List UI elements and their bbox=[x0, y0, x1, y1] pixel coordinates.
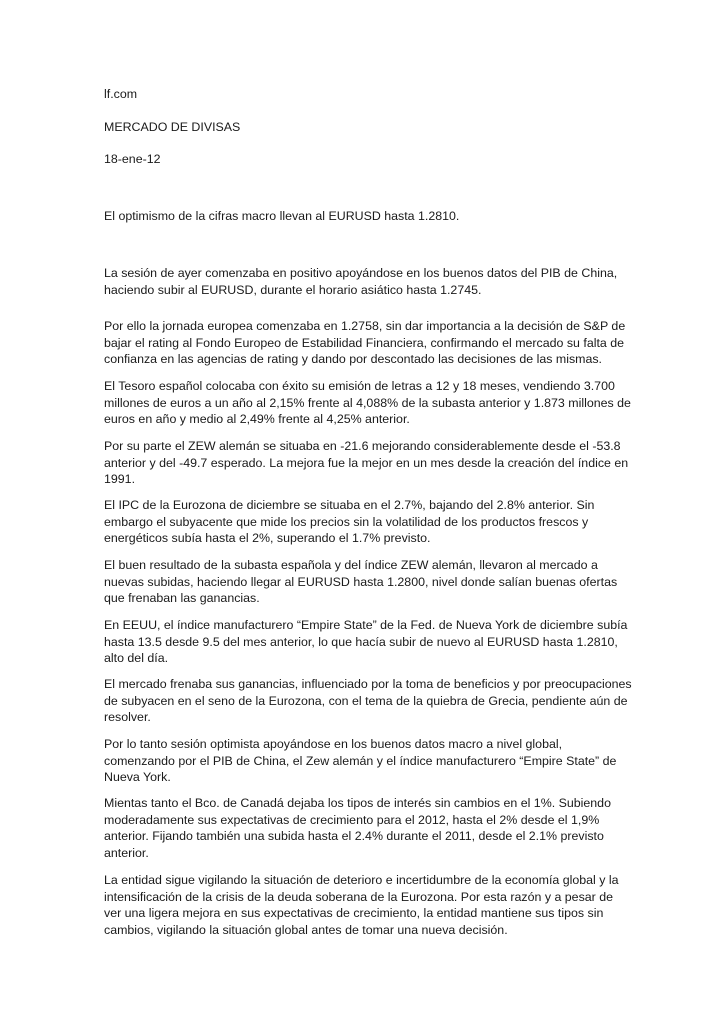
source-label: lf.com bbox=[104, 87, 138, 101]
paragraph: La sesión de ayer comenzaba en positivo apoyándose en los buenos datos del PIB de China, haciendo subir al EURUSD, durante el horario asiático hasta 1.2745. bbox=[104, 266, 618, 297]
document-date: 18-ene-12 bbox=[104, 152, 161, 166]
paragraph: Por lo tanto sesión optimista apoyándose en los buenos datos macro a nivel global, comenzando por el PIB de China, el Zew alemán y el índice manufacturero “Empire State” de Nueva York. bbox=[104, 737, 617, 784]
paragraph: Por ello la jornada europea comenzaba en 1.2758, sin dar importancia a la decisión de S&P de bajar el rating al Fondo Europeo de Estabilidad Financiera, confirmando el mercado su falta de confianza en las agencias de rating y dando por descontado las decisiones de las mismas. bbox=[104, 319, 626, 366]
paragraph: La entidad sigue vigilando la situación de deterioro e incertidumbre de la economía global y la intensificación de la crisis de la deuda soberana de la Eurozona. Por esta razón y a pesar de ver una ligera mejora en sus expectativas de crecimiento, la entidad mantiene sus tipos sin cambios, vigilando la situación global antes de tomar una nueva decisión. bbox=[104, 873, 619, 937]
paragraph: El IPC de la Eurozona de diciembre se situaba en el 2.7%, bajando del 2.8% anterior. Sin embargo el subyacente que mide los precios sin la volatilidad de los productos frescos y energéticos subía hasta el 2%, superando el 1.7% previsto. bbox=[104, 498, 595, 545]
paragraph: El mercado frenaba sus ganancias, influenciado por la toma de beneficios y por preocupaciones de subyacen en el seno de la Eurozona, con el tema de la quiebra de Grecia, pendiente aún de resolver. bbox=[104, 677, 632, 724]
paragraph: Por su parte el ZEW alemán se situaba en -21.6 mejorando considerablemente desde el -53.8 anterior y del -49.7 esperado. La mejora fue la mejor en un mes desde la creación del índice en 1991. bbox=[104, 439, 629, 486]
headline: El optimismo de la cifras macro llevan al EURUSD hasta 1.2810. bbox=[104, 209, 460, 223]
paragraph: Mientas tanto el Bco. de Canadá dejaba los tipos de interés sin cambios en el 1%. Subiendo moderadamente sus expectativas de crecimiento para el 2012, hasta el 2% desde el 1,9% anterior. Fijando también una subida hasta el 2.4% durante el 2011, desde el 2.1% previsto anterior. bbox=[104, 796, 611, 860]
paragraph: El Tesoro español colocaba con éxito su emisión de letras a 12 y 18 meses, vendiendo 3.700 millones de euros a un año al 2,15% frente al 4,088% de la subasta anterior y 1.873 millones de euros en año y medio al 2,49% frente al 4,25% anterior. bbox=[104, 379, 631, 426]
section-title: MERCADO DE DIVISAS bbox=[104, 120, 241, 134]
paragraph: El buen resultado de la subasta española y del índice ZEW alemán, llevaron al mercado a nuevas subidas, haciendo llegar al EURUSD hasta 1.2800, nivel donde salían buenas ofertas que frenaban las ganancias. bbox=[104, 558, 618, 605]
paragraph: En EEUU, el índice manufacturero “Empire State” de la Fed. de Nueva York de diciembre subía hasta 13.5 desde 9.5 del mes anterior, lo que hacía subir de nuevo al EURUSD hasta 1.2810, alto del día. bbox=[104, 618, 628, 665]
